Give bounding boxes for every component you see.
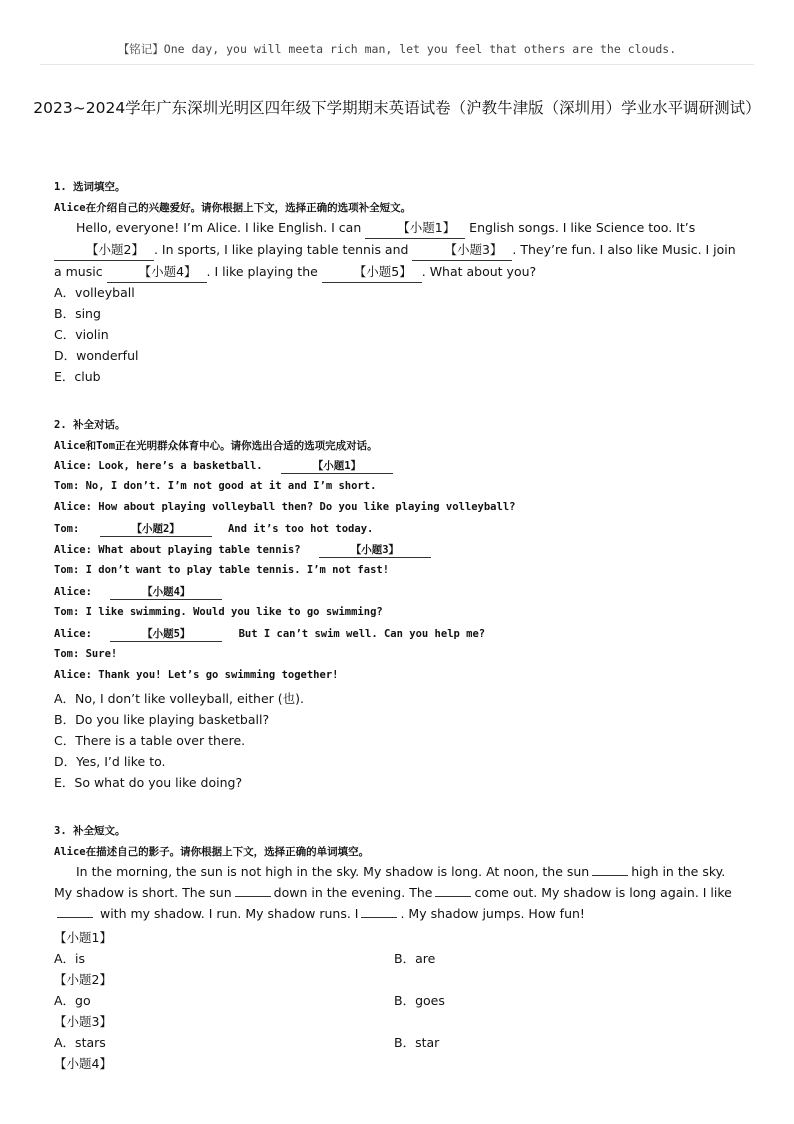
q3-sub2-option-b[interactable]: B．goes (394, 993, 445, 1008)
q2-blank-5[interactable]: 【小题5】 (110, 627, 222, 642)
q3-blank-2[interactable] (235, 884, 271, 897)
q3-text-1: In the morning, the sun is not high in the sky. My shadow is long. At noon, the sun (76, 864, 590, 879)
q2-dialog-line: Alice: How about playing volleyball then? Do you like playing volleyball? (54, 501, 516, 513)
q3-sub3-option-a[interactable]: A．stars (54, 1035, 106, 1050)
q2-dialog-line (54, 459, 393, 474)
q2-dialog-text: Alice: (54, 586, 92, 598)
q2-blank-1[interactable]: 【小题1】 (281, 459, 393, 474)
q2-dialog-line: Tom: Sure! (54, 648, 118, 660)
q2-dialog-line: Tom: I like swimming. Would you like to go swimming? (54, 606, 383, 618)
q2-dialog-text: But I can’t swim well. Can you help me? (238, 628, 486, 640)
q1-passage (54, 217, 740, 283)
q1-heading: 1. 选词填空。 (54, 181, 126, 193)
q1-text-5: . I like playing the (206, 264, 322, 279)
q1-text-6: . What about you? (421, 264, 537, 279)
q3-sub3-option-b[interactable]: B．star (394, 1035, 440, 1050)
q3-text-5: come out. My shadow is long again. I like (474, 885, 732, 900)
q1-option-d[interactable]: D．wonderful (54, 348, 139, 363)
q3-sub4-label: 【小题4】 (54, 1056, 112, 1071)
q3-sub1-label: 【小题1】 (54, 930, 112, 945)
q2-dialog-line (54, 522, 373, 537)
q2-blank-2[interactable]: 【小题2】 (100, 522, 212, 537)
q3-text-7: . My shadow jumps. How fun! (400, 906, 585, 921)
q2-dialog-line (54, 627, 485, 642)
q1-instruction: Alice在介绍自己的兴趣爱好。请你根据上下文，选择正确的选项补全短文。 (54, 202, 412, 214)
q3-text-6: with my shadow. I run. My shadow runs. I (99, 906, 359, 921)
q2-option-a[interactable]: A．No, I don’t like volleyball, either (也). (54, 691, 304, 706)
q2-dialog-text: And it’s too hot today. (227, 523, 374, 535)
q1-text-3: . In sports, I like playing table tennis and (153, 242, 413, 257)
q2-dialog-line: Alice: Thank you! Let’s go swimming together! (54, 669, 339, 681)
q2-option-e[interactable]: E．So what do you like doing? (54, 775, 243, 790)
q2-blank-3[interactable]: 【小题3】 (319, 543, 431, 558)
q1-blank-3[interactable]: 【小题3】 (412, 239, 512, 261)
q1-blank-2[interactable]: 【小题2】 (54, 239, 154, 261)
q2-dialog-text: Tom: (54, 523, 80, 535)
q2-dialog-line (54, 543, 431, 558)
q3-sub1-option-a[interactable]: A．is (54, 951, 86, 966)
q2-option-c[interactable]: C．There is a table over there. (54, 733, 246, 748)
q3-blank-4[interactable] (57, 905, 93, 918)
q2-blank-4[interactable]: 【小题4】 (110, 585, 222, 600)
exam-title: 2023~2024学年广东深圳光明区四年级下学期期末英语试卷（沪教牛津版（深圳用）学业水平调研测试） (33, 99, 761, 117)
motto-header: 【铭记】One day, you will meeta rich man, let you feel that others are the clouds. (117, 42, 677, 56)
q2-dialog-text: Alice: (54, 628, 92, 640)
q2-dialog-line: Tom: No, I don’t. I’m not good at it and I’m short. (54, 480, 377, 492)
q3-blank-3[interactable] (435, 884, 471, 897)
q3-sub2-label: 【小题2】 (54, 972, 112, 987)
q1-blank-4[interactable]: 【小题4】 (107, 261, 207, 283)
q2-dialog-line: Tom: I don’t want to play table tennis. I’m not fast! (54, 564, 390, 576)
q3-sub1-option-b[interactable]: B．are (394, 951, 436, 966)
q1-blank-1[interactable]: 【小题1】 (365, 217, 465, 239)
q1-blank-5[interactable]: 【小题5】 (322, 261, 422, 283)
q3-instruction: Alice在描述自己的影子。请你根据上下文，选择正确的单词填空。 (54, 846, 370, 858)
q2-instruction: Alice和Tom正在光明群众体育中心。请你选出合适的选项完成对话。 (54, 440, 378, 452)
q1-option-a[interactable]: A．volleyball (54, 285, 135, 300)
q3-blank-5[interactable] (361, 905, 397, 918)
q2-dialog-text: Alice: What about playing table tennis? (54, 544, 301, 556)
q2-option-b[interactable]: B．Do you like playing basketball? (54, 712, 270, 727)
q3-sub2-option-a[interactable]: A．go (54, 993, 91, 1008)
q3-text-3: shadow is short. The sun (76, 885, 232, 900)
q1-text-1: Hello, everyone! I’m Alice. I like English. I can (76, 220, 366, 235)
q3-text-2: high in the sky. My (54, 864, 726, 900)
q1-text-2: English songs. I like Science too. It’s (465, 220, 696, 235)
header-divider (40, 64, 754, 65)
q1-text-4: . They’re fun. I also like Music. I join a music (54, 242, 736, 279)
q1-option-c[interactable]: C．violin (54, 327, 109, 342)
q2-dialog-text: Alice: Look, here’s a basketball. (54, 460, 263, 472)
q2-option-d[interactable]: D．Yes, I’d like to. (54, 754, 166, 769)
q2-dialog-line (54, 585, 222, 600)
q3-blank-1[interactable] (592, 863, 628, 876)
q3-text-4: down in the evening. The (273, 885, 433, 900)
q3-sub3-label: 【小题3】 (54, 1014, 112, 1029)
q1-option-b[interactable]: B．sing (54, 306, 101, 321)
q2-heading: 2. 补全对话。 (54, 419, 126, 431)
q1-option-e[interactable]: E．club (54, 369, 101, 384)
q3-heading: 3. 补全短文。 (54, 825, 126, 837)
q3-passage (54, 861, 740, 924)
